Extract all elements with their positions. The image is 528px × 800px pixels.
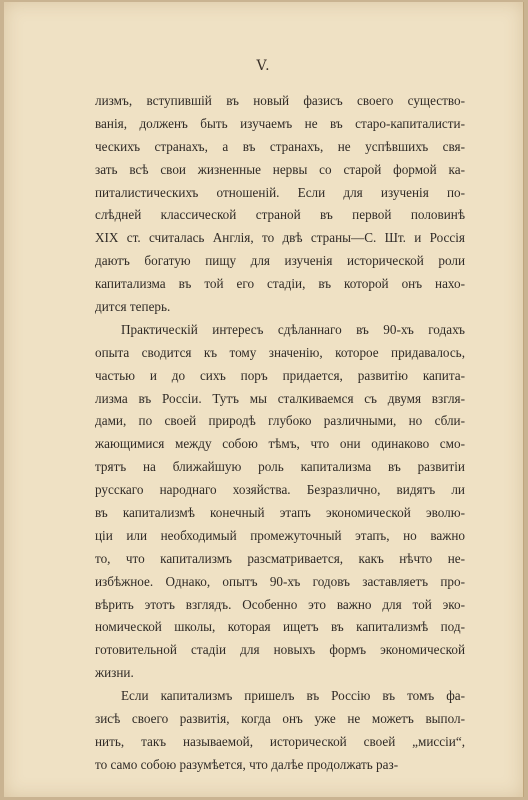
text-line: нить, такъ называемой, исторической своей „миссіи“, [95,733,465,749]
text-line: жающимися между собою тѣмъ, что они одинаково смо- [95,436,465,452]
body-text [95,90,465,777]
paragraph [95,90,465,319]
text-line: дится теперь. [95,299,171,315]
text-line: Если капитализмъ пришелъ въ Россію въ томъ фа- [121,688,465,704]
text-line: частью и до сихъ поръ придается, развитію капита- [95,367,465,383]
text-line: дами, по своей природѣ глубоко различными, но сбли- [95,413,465,429]
text-line: зать всѣ свои жизненные нервы со старой формой ка- [95,161,465,177]
text-line: питалистическихъ отношеній. Если для изученія по- [95,184,465,200]
text-line: жизни. [95,665,134,681]
text-line: то, что капитализмъ разсматривается, какъ нѣчто не- [95,550,465,566]
text-line: вѣрить этотъ взглядъ. Особенно это важно для той эко- [95,596,465,612]
page-number: V. [256,58,271,74]
text-line: ціи или необходимый промежуточный этапъ, но важно [95,527,465,543]
text-line: лизмъ, вступившій въ новый фазисъ своего существо- [95,93,465,108]
text-line: ванія, долженъ быть изучаемъ не въ старо-капиталисти- [95,115,465,131]
text-line: опыта сводится къ тому значенію, которое придавалось, [95,344,465,360]
text-line: то само собою разумѣется, что далѣе продолжать раз- [95,756,399,772]
text-line: готовительной стадіи для новыхъ формъ экономической [95,642,465,658]
text-line: ческихъ странахъ, а въ странахъ, не успѣвшихъ свя- [95,138,465,154]
paragraph [95,685,465,777]
text-line: капитализма въ той его стадіи, въ которой онъ нахо- [95,276,465,292]
book-page [4,2,524,797]
text-line: зисѣ своего развитія, когда онъ уже не можетъ выпол- [95,711,465,727]
text-line: Практическій интересъ сдѣланнаго въ 90-хъ годахъ [121,321,465,337]
text-line: лизма въ Россіи. Тутъ мы сталкиваемся съ двумя взгля- [95,390,465,406]
text-line: даютъ богатую пищу для изученія исторической роли [95,253,465,269]
text-line: въ капитализмѣ конечный этапъ экономической эволю- [95,505,465,521]
text-line: избѣжное. Однако, опытъ 90-хъ годовъ заставляетъ про- [95,573,465,589]
text-line: трятъ на ближайшую роль капитализма въ развитіи [95,459,465,475]
text-line: русскаго народнаго хозяйства. Безразлично, видятъ ли [95,482,465,498]
text-line: номической школы, которая ищетъ въ капитализмѣ под- [95,619,465,635]
paragraph [95,319,465,685]
text-line: XIX ст. считалась Англія, то двѣ страны—С. Шт. и Россія [95,230,465,246]
text-line: слѣдней классической страной въ первой половинѣ [95,207,465,223]
